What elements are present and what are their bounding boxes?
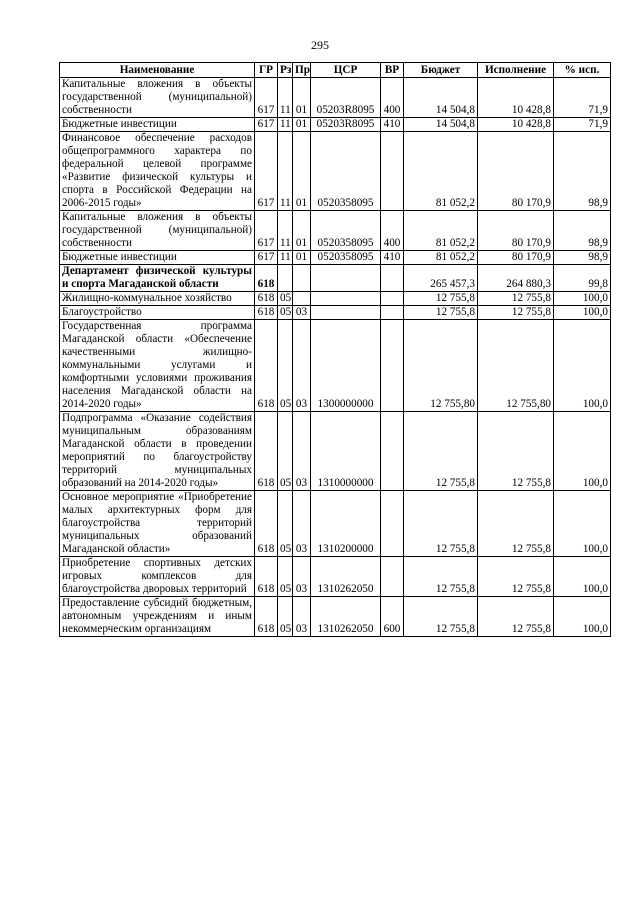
table-row [60, 118, 611, 132]
table-row [60, 597, 611, 637]
cell-pr: 03 [293, 412, 311, 491]
cell-rz: 11 [278, 211, 293, 251]
table-row [60, 132, 611, 211]
cell-percent: 100,0 [554, 320, 611, 412]
cell-gr: 618 [255, 320, 278, 412]
column-header-budget: Бюджет [404, 63, 478, 78]
column-header-name: Наименование [60, 63, 255, 78]
cell-csr: 1300000000 [311, 320, 381, 412]
cell-vr [381, 320, 404, 412]
cell-budget: 81 052,2 [404, 132, 478, 211]
cell-vr: 410 [381, 118, 404, 132]
cell-csr: 0520358095 [311, 251, 381, 265]
cell-pr: 01 [293, 251, 311, 265]
cell-name: Капитальные вложения в объекты государственной (муниципальной) собственности [60, 78, 255, 118]
cell-percent: 71,9 [554, 78, 611, 118]
cell-percent: 100,0 [554, 491, 611, 557]
cell-vr [381, 412, 404, 491]
cell-rz: 11 [278, 251, 293, 265]
cell-execution: 80 170,9 [478, 211, 554, 251]
table-row [60, 320, 611, 412]
column-header-rz: Рз [278, 63, 293, 78]
cell-percent: 100,0 [554, 412, 611, 491]
cell-vr [381, 292, 404, 306]
cell-gr: 618 [255, 292, 278, 306]
cell-csr: 05203R8095 [311, 118, 381, 132]
cell-vr [381, 491, 404, 557]
cell-vr: 400 [381, 78, 404, 118]
cell-pr [293, 292, 311, 306]
cell-gr: 618 [255, 597, 278, 637]
cell-gr: 618 [255, 491, 278, 557]
cell-vr [381, 557, 404, 597]
cell-gr: 617 [255, 251, 278, 265]
cell-gr: 617 [255, 211, 278, 251]
cell-budget: 12 755,8 [404, 491, 478, 557]
cell-name: Основное мероприятие «Приобретение малых архитектурных форм для благоустройства территорий муниципальных образований Магаданской области» [60, 491, 255, 557]
cell-budget: 265 457,3 [404, 265, 478, 292]
cell-execution: 12 755,8 [478, 306, 554, 320]
cell-percent: 100,0 [554, 306, 611, 320]
cell-vr [381, 265, 404, 292]
cell-budget: 12 755,8 [404, 292, 478, 306]
cell-pr: 03 [293, 557, 311, 597]
cell-gr: 618 [255, 557, 278, 597]
table-row [60, 251, 611, 265]
column-header-gr: ГР [255, 63, 278, 78]
cell-csr [311, 265, 381, 292]
cell-gr: 618 [255, 412, 278, 491]
cell-pr: 01 [293, 78, 311, 118]
column-header-percent: % исп. [554, 63, 611, 78]
cell-pr [293, 265, 311, 292]
cell-pr: 01 [293, 132, 311, 211]
cell-execution: 12 755,8 [478, 292, 554, 306]
cell-pr: 01 [293, 118, 311, 132]
cell-name: Предоставление субсидий бюджетным, автономным учреждениям и иным некоммерческим организациям [60, 597, 255, 637]
cell-gr: 618 [255, 306, 278, 320]
cell-name: Государственная программа Магаданской области «Обеспечение качественными жилищно-коммунальными услугами и комфортными условиями проживания населения Магаданской области на 2014-2020 годы» [60, 320, 255, 412]
cell-csr: 1310262050 [311, 557, 381, 597]
cell-pr: 03 [293, 491, 311, 557]
cell-percent: 98,9 [554, 211, 611, 251]
cell-execution: 12 755,80 [478, 320, 554, 412]
cell-pr: 03 [293, 597, 311, 637]
cell-execution: 80 170,9 [478, 251, 554, 265]
cell-budget: 12 755,8 [404, 412, 478, 491]
table-row [60, 306, 611, 320]
cell-csr: 1310262050 [311, 597, 381, 637]
cell-vr: 600 [381, 597, 404, 637]
cell-vr: 400 [381, 211, 404, 251]
cell-gr: 617 [255, 118, 278, 132]
cell-vr [381, 132, 404, 211]
table-row [60, 491, 611, 557]
cell-rz [278, 265, 293, 292]
page-number: 295 [311, 38, 329, 52]
cell-gr: 617 [255, 78, 278, 118]
cell-percent: 99,8 [554, 265, 611, 292]
cell-budget: 14 504,8 [404, 118, 478, 132]
cell-csr: 0520358095 [311, 211, 381, 251]
cell-rz: 05 [278, 292, 293, 306]
cell-name: Капитальные вложения в объекты государственной (муниципальной) собственности [60, 211, 255, 251]
cell-rz: 11 [278, 118, 293, 132]
column-header-execution: Исполнение [478, 63, 554, 78]
cell-execution: 10 428,8 [478, 78, 554, 118]
budget-execution-table [59, 62, 611, 637]
cell-budget: 14 504,8 [404, 78, 478, 118]
cell-vr: 410 [381, 251, 404, 265]
cell-rz: 05 [278, 597, 293, 637]
cell-percent: 71,9 [554, 118, 611, 132]
column-header-csr: ЦСР [311, 63, 381, 78]
cell-percent: 98,9 [554, 251, 611, 265]
table-row [60, 78, 611, 118]
cell-budget: 81 052,2 [404, 251, 478, 265]
table-row [60, 557, 611, 597]
cell-execution: 12 755,8 [478, 597, 554, 637]
cell-vr [381, 306, 404, 320]
column-header-pr: Пр [293, 63, 311, 78]
cell-execution: 10 428,8 [478, 118, 554, 132]
cell-budget: 12 755,8 [404, 557, 478, 597]
cell-name: Бюджетные инвестиции [60, 251, 255, 265]
cell-name: Жилищно-коммунальное хозяйство [60, 292, 255, 306]
table-header-row [60, 63, 611, 78]
cell-budget: 12 755,80 [404, 320, 478, 412]
cell-rz: 05 [278, 491, 293, 557]
cell-budget: 12 755,8 [404, 597, 478, 637]
cell-budget: 12 755,8 [404, 306, 478, 320]
cell-csr [311, 292, 381, 306]
cell-name: Подпрограмма «Оказание содействия муниципальным образованиям Магаданской области в проведении мероприятий по благоустройству территорий муниципальных образований на 2014-2020 годы» [60, 412, 255, 491]
cell-name: Благоустройство [60, 306, 255, 320]
cell-percent: 100,0 [554, 557, 611, 597]
cell-gr: 617 [255, 132, 278, 211]
cell-name: Бюджетные инвестиции [60, 118, 255, 132]
cell-rz: 05 [278, 306, 293, 320]
cell-execution: 264 880,3 [478, 265, 554, 292]
cell-gr: 618 [255, 265, 278, 292]
cell-rz: 11 [278, 78, 293, 118]
cell-name: Финансовое обеспечение расходов общепрограммного характера по федеральной целевой программе «Развитие физической культуры и спорта в Российской Федерации на 2006-2015 годы» [60, 132, 255, 211]
cell-csr: 0520358095 [311, 132, 381, 211]
cell-percent: 100,0 [554, 292, 611, 306]
table-row [60, 412, 611, 491]
cell-csr: 1310200000 [311, 491, 381, 557]
cell-percent: 98,9 [554, 132, 611, 211]
cell-execution: 12 755,8 [478, 557, 554, 597]
cell-percent: 100,0 [554, 597, 611, 637]
cell-csr: 1310000000 [311, 412, 381, 491]
cell-rz: 05 [278, 412, 293, 491]
cell-budget: 81 052,2 [404, 211, 478, 251]
column-header-vr: ВР [381, 63, 404, 78]
cell-pr: 03 [293, 320, 311, 412]
cell-execution: 12 755,8 [478, 491, 554, 557]
cell-rz: 11 [278, 132, 293, 211]
cell-execution: 12 755,8 [478, 412, 554, 491]
cell-name: Приобретение спортивных детских игровых комплексов для благоустройства дворовых территорий [60, 557, 255, 597]
cell-csr: 05203R8095 [311, 78, 381, 118]
cell-rz: 05 [278, 320, 293, 412]
cell-name: Департамент физической культуры и спорта Магаданской области [60, 265, 255, 292]
cell-rz: 05 [278, 557, 293, 597]
table-row [60, 292, 611, 306]
cell-execution: 80 170,9 [478, 132, 554, 211]
table-row [60, 265, 611, 292]
cell-pr: 03 [293, 306, 311, 320]
cell-csr [311, 306, 381, 320]
cell-pr: 01 [293, 211, 311, 251]
table-row [60, 211, 611, 251]
